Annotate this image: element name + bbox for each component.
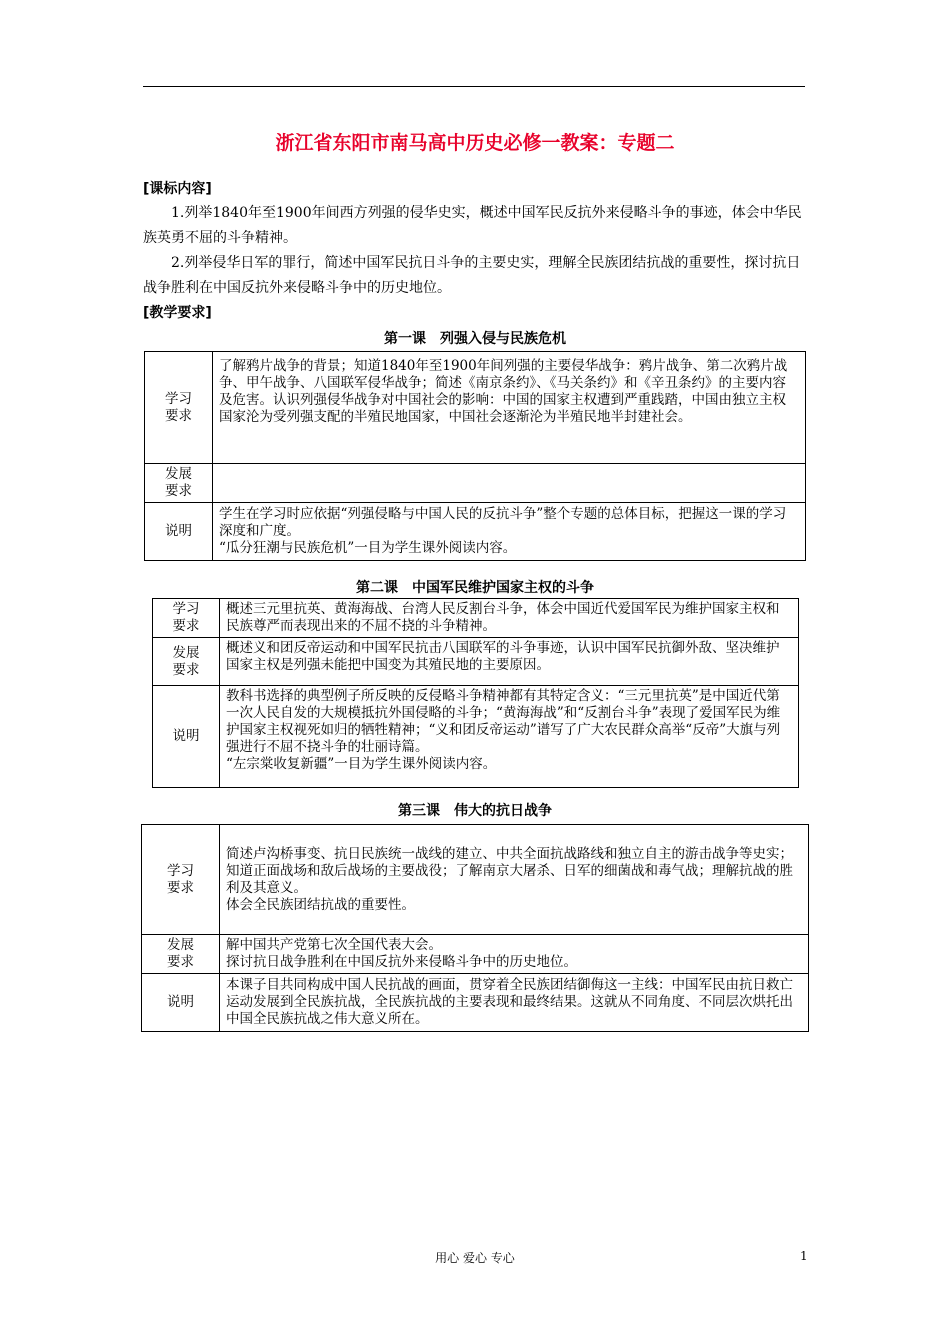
row-label (153, 599, 220, 638)
lesson-table-1 (144, 351, 806, 561)
label-line: 发展 (172, 644, 200, 661)
label-line: 要求 (172, 618, 200, 634)
row-label (145, 352, 213, 464)
row-label (142, 974, 220, 1032)
row-content (213, 352, 806, 464)
content-line: 概述三元里抗英、黄海海战、台湾人民反割台斗争，体会中国近代爱国军民为维护国家主权和民族尊严而表现出来的不屈不挠的斗争精神。 (226, 601, 780, 634)
label-line: 要求 (165, 483, 192, 499)
table-row (153, 638, 799, 686)
page-number: 1 (800, 1249, 808, 1263)
label-line: 说明 (165, 523, 192, 539)
label-line: 学习 (165, 390, 192, 407)
row-content (220, 974, 809, 1032)
row-content (213, 464, 806, 503)
row-label (153, 638, 220, 686)
label-line: 要求 (165, 407, 192, 424)
content-line: 了解鸦片战争的背景；知道1840年至1900年间列强的主要侵华战争：鸦片战争、第二次鸦片战争、甲午战争、八国联军侵华战争；简述《南京条约》、《马关条约》和《辛丑条约》的主要内容及危害。认识列强侵华战争对中国社会的影响：中国的国家主权遭到严重践踏，中国由独立主权国家沦为受列强支配的半殖民地国家，中国社会逐渐沦为半殖民地半封建社会。 (219, 358, 788, 425)
row-label (145, 503, 213, 561)
section-heading-curriculum: [课标内容] (143, 181, 212, 197)
row-label (153, 686, 220, 788)
content-line: “左宗棠收复新疆”一目为学生课外阅读内容。 (226, 756, 497, 772)
lesson-table-2 (152, 598, 799, 788)
content-line: “瓜分狂潮与民族危机”一目为学生课外阅读内容。 (219, 540, 517, 556)
content-line: 教科书选择的典型例子所反映的反侵略斗争精神都有其特定含义：“三元里抗英”是中国近代第一次人民自发的大规模抵抗外国侵略的斗争；“黄海海战”和“反割台斗争”表现了爱国军民为维护国家主权视死如归的牺牲精神；“义和团反帝运动”谱写了广大农民群众高举“反帝”大旗与列强进行不屈不挠斗争的壮丽诗篇。 (226, 688, 781, 755)
row-content (220, 686, 799, 788)
content-line: 探讨抗日战争胜利在中国反抗外来侵略斗争中的历史地位。 (226, 954, 577, 970)
label-line: 要求 (167, 879, 194, 896)
lesson-table-3 (141, 824, 809, 1032)
row-label (142, 825, 220, 935)
row-content (220, 638, 799, 686)
label-line: 学习 (172, 601, 200, 617)
header-rule (143, 86, 805, 87)
table-row (145, 503, 806, 561)
row-content (220, 825, 809, 935)
table-row (145, 352, 806, 464)
label-line: 发展 (167, 937, 194, 953)
table-row (153, 599, 799, 638)
table-row (153, 686, 799, 788)
table-row (142, 974, 809, 1032)
lesson-title-2: 第二课 中国军民维护国家主权的斗争 (356, 580, 594, 596)
lesson-title-3: 第三课 伟大的抗日战争 (398, 803, 552, 819)
table-row (142, 825, 809, 935)
label-line: 要求 (167, 954, 194, 970)
row-content (220, 599, 799, 638)
content-line: 体会全民族团结抗战的重要性。 (226, 896, 415, 913)
document-title: 浙江省东阳市南马高中历史必修一教案：专题二 (275, 132, 675, 154)
content-line: 概述义和团反帝运动和中国军民抗击八国联军的斗争事迹，认识中国军民抗御外敌、坚决维护国家主权是列强未能把中国变为其殖民地的主要原因。 (226, 640, 780, 673)
row-content (213, 503, 806, 561)
label-line: 说明 (167, 994, 194, 1010)
label-line: 说明 (172, 728, 200, 744)
label-line: 要求 (172, 661, 200, 678)
row-label (142, 935, 220, 974)
content-line: 解中国共产党第七次全国代表大会。 (226, 937, 442, 953)
curriculum-item-2: 2.列举侵华日军的罪行，简述中国军民抗日斗争的主要史实，理解全民族团结抗战的重要性，探讨抗日战争胜利在中国反抗外来侵略斗争中的历史地位。 (143, 255, 801, 296)
table-row (142, 935, 809, 974)
label-line: 发展 (165, 466, 192, 482)
lesson-title-1: 第一课 列强入侵与民族危机 (384, 331, 566, 347)
label-line: 学习 (167, 862, 194, 879)
section-heading-teaching: [教学要求] (143, 305, 212, 321)
curriculum-item-1: 1.列举1840年至1900年间西方列强的侵华史实，概述中国军民反抗外来侵略斗争的事迹，体会中华民族英勇不屈的斗争精神。 (143, 205, 802, 246)
content-line: 学生在学习时应依据“列强侵略与中国人民的反抗斗争”整个专题的总体目标，把握这一课的学习深度和广度。 (219, 506, 787, 539)
content-line: 简述卢沟桥事变、抗日民族统一战线的建立、中共全面抗战路线和独立自主的游击战争等史实；知道正面战场和敌后战场的主要战役；了解南京大屠杀、日军的细菌战和毒气战；理解抗战的胜利及其意义。 (226, 845, 793, 896)
row-content (220, 935, 809, 974)
table-row (145, 464, 806, 503)
content-line: 本课子目共同构成中国人民抗战的画面，贯穿着全民族团结御侮这一主线：中国军民由抗日救亡运动发展到全民族抗战，全民族抗战的主要表现和最终结果。这就从不同角度、不同层次烘托出中国全民族抗战之伟大意义所在。 (226, 977, 793, 1027)
row-label (145, 464, 213, 503)
page-footer: 用心 爱心 专心 (435, 1251, 515, 1265)
